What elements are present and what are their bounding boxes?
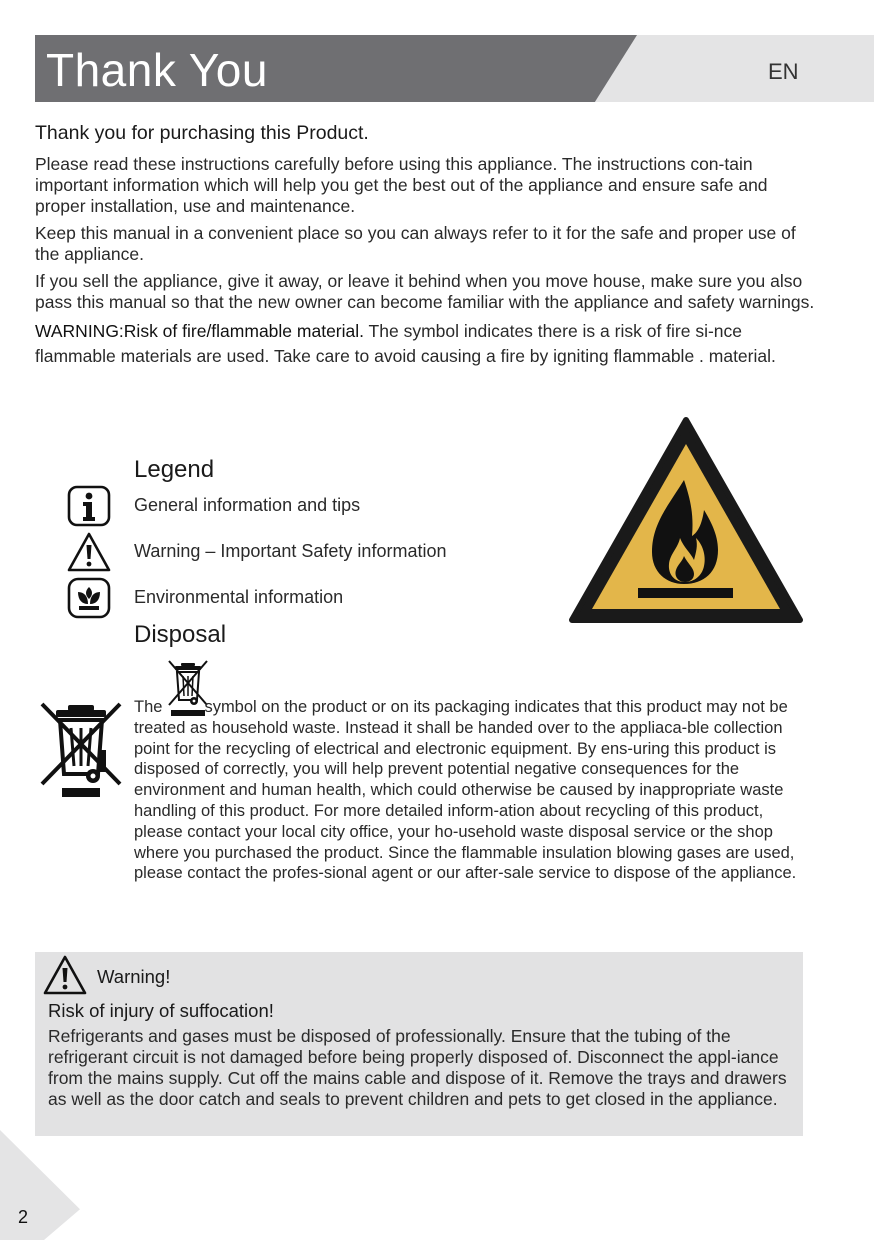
- intro-section: [35, 120, 815, 369]
- environment-icon: [66, 576, 112, 620]
- legend-item-label: Environmental information: [134, 587, 344, 607]
- legend-item-environment: [66, 576, 496, 620]
- suffocation-warning-box: [35, 952, 803, 1136]
- info-icon: [66, 484, 112, 528]
- page-title: Thank You: [46, 44, 268, 96]
- warning-box-body: Refrigerants and gases must be disposed of professionally. Ensure that the tubing of the refrigerant circuit is not damaged before being properly disposed of. Disconnect the appl-iance from the mains supply. Cut off the mains cable and dispose of it. Remove the trays and drawers as well as the door catch and seals to prevent children and pets to get closed in the appliance.: [48, 1026, 787, 1109]
- warning-icon: [42, 954, 88, 996]
- legend-item-info: [66, 484, 496, 528]
- legend-item-label: Warning – Important Safety information: [134, 541, 447, 561]
- warning-box-subtitle: Risk of injury of suffocation!: [48, 1000, 274, 1021]
- page-corner-accent: [0, 1130, 80, 1240]
- intro-paragraph: Please read these instructions carefully before using this appliance. The instructions con-tain important information which will help you get the best out of the appliance and ensure safe and proper installation, use and maintenance.: [35, 154, 768, 216]
- page-number: 2: [18, 1207, 29, 1227]
- legend-item-warning: [66, 530, 496, 574]
- intro-subtitle: Thank you for purchasing this Product.: [35, 122, 369, 144]
- intro-paragraph: Keep this manual in a convenient place so you can always refer to it for the safe and proper use of the appliance.: [35, 223, 796, 264]
- flammable-warning-sign: [566, 414, 806, 626]
- fire-warning-lead: WARNING:Risk of fire/flammable material.: [35, 321, 364, 341]
- disposal-text-lead: The: [134, 698, 163, 716]
- crossed-bin-icon: [38, 700, 124, 798]
- fire-warning-paragraph: [35, 319, 815, 369]
- warning-icon: [66, 530, 112, 574]
- legend-heading: Legend: [134, 456, 215, 483]
- header-accent-band: [594, 35, 874, 102]
- disposal-text: [134, 697, 810, 884]
- warning-box-title: Warning!: [97, 966, 171, 987]
- fire-warning-text: The symbol indicates there is a risk of fire si-nce flammable materials are used. Take care to avoid causing a fire by igniting flammable . material.: [35, 321, 776, 366]
- disposal-heading: Disposal: [134, 621, 227, 648]
- intro-paragraph: If you sell the appliance, give it away, or leave it behind when you move house, make sure you also pass this manual so that the new owner can become familiar with the appliance and safety warnings.: [35, 271, 815, 312]
- language-label: EN: [768, 59, 799, 84]
- disposal-text-body: symbol on the product or on its packaging indicates that this product may not be treated as household waste. Instead it shall be handed over to the appliaca-ble collection point for the recycling of electrical and electronic equipment. By ens-uring this product is disposed of correctly, you will help prevent potential negative consequences for the environment and human health, which could otherwise be caused by inappropriate waste handling of this product. For more detailed inform-ation about recycling of this product, please contact your local city office, your ho-usehold waste disposal service or the shop where you purchased the product. Since the flammable insulation blowing gases are used, please contact the profes-sional agent or our after-sale service to dispose of the appliance.: [134, 698, 797, 883]
- legend-item-label: General information and tips: [134, 495, 361, 515]
